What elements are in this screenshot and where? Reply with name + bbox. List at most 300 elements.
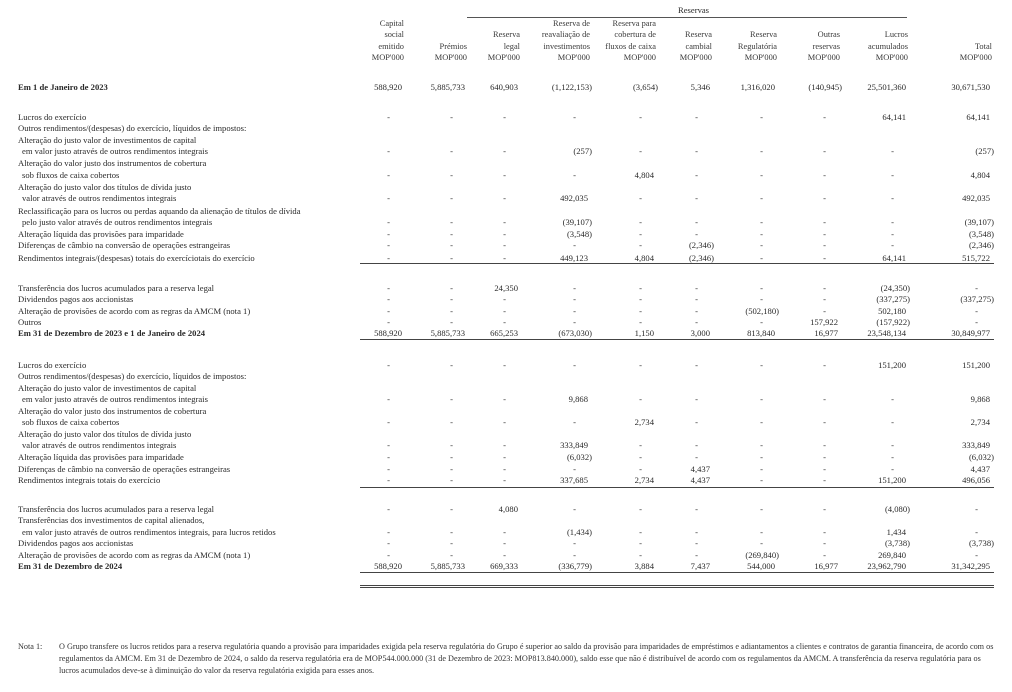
cell-capital: - <box>387 527 390 537</box>
column-header-reserva-regulatoria <box>738 29 777 63</box>
cell-reserva-reavaliacao: (1,434) <box>566 527 592 537</box>
column-header-line: Total <box>974 41 992 51</box>
column-header-outras-reservas <box>808 29 840 63</box>
cell-total: (6,032) <box>968 452 994 462</box>
cell-reserva-regulatoria: - <box>760 440 763 450</box>
column-header-line: Reserva de <box>553 19 590 29</box>
cell-premios: - <box>450 193 453 203</box>
cell-reserva-reavaliacao: 492,035 <box>560 193 588 203</box>
cell-lucros-acumulados: 151,200 <box>878 475 906 485</box>
column-header-total <box>960 41 992 63</box>
cell-total: 4,437 <box>970 464 990 474</box>
cell-lucros-acumulados: 25,501,360 <box>867 82 906 92</box>
cell-reserva-cambial: - <box>695 527 698 537</box>
cell-premios: - <box>450 394 453 404</box>
cell-reserva-reavaliacao: (39,107) <box>562 217 592 227</box>
cell-capital: - <box>387 360 390 370</box>
cell-reserva-reavaliacao: (336,779) <box>558 561 592 571</box>
row-label: valor através de outros rendimentos integrais <box>22 193 177 203</box>
row-label: Alteração líquida das provisões para imparidade <box>18 229 184 239</box>
column-header-line: social <box>384 30 404 40</box>
cell-capital: - <box>387 504 390 514</box>
table-row <box>0 516 1012 527</box>
cell-reserva-reavaliacao: 333,849 <box>560 440 588 450</box>
cell-reserva-cambial: 7,437 <box>690 561 710 571</box>
cell-total: (337,275) <box>960 294 994 304</box>
cell-capital: - <box>387 317 390 327</box>
cell-reserva-reavaliacao: (1,122,153) <box>551 82 592 92</box>
table-row <box>0 539 1012 550</box>
cell-total: 151,200 <box>962 360 990 370</box>
cell-reserva-legal: - <box>503 360 506 370</box>
cell-reserva-reavaliacao: (3,548) <box>566 229 592 239</box>
cell-premios: - <box>450 538 453 548</box>
cell-reserva-regulatoria: - <box>760 504 763 514</box>
cell-capital: - <box>387 475 390 485</box>
cell-reserva-regulatoria: - <box>760 253 763 263</box>
cell-reserva-cambial: - <box>695 170 698 180</box>
column-header-line: Reserva <box>685 30 712 40</box>
cell-lucros-acumulados: 23,962,790 <box>867 561 906 571</box>
cell-premios: - <box>450 475 453 485</box>
cell-reserva-legal: - <box>503 394 506 404</box>
cell-total: - <box>975 317 978 327</box>
cell-total: - <box>975 283 978 293</box>
cell-capital: - <box>387 229 390 239</box>
row-label: pelo justo valor através de outros rendimentos integrais <box>22 217 213 227</box>
cell-reserva-cobertura: - <box>639 360 642 370</box>
cell-reserva-regulatoria: - <box>760 538 763 548</box>
column-header-line: Outras <box>817 30 840 40</box>
column-header-line: MOP'000 <box>875 52 908 62</box>
cell-capital: 588,920 <box>374 82 402 92</box>
cell-outras-reservas: - <box>823 193 826 203</box>
row-label: Outros <box>18 317 42 327</box>
cell-reserva-cobertura: - <box>639 527 642 537</box>
table-row-balance <box>0 83 1012 94</box>
cell-total: 31,342,295 <box>951 561 990 571</box>
cell-reserva-legal: - <box>503 317 506 327</box>
cell-reserva-reavaliacao: - <box>573 504 576 514</box>
cell-reserva-reavaliacao: - <box>573 294 576 304</box>
cell-reserva-regulatoria: - <box>760 475 763 485</box>
column-header-reserva-cambial <box>680 29 712 63</box>
row-label: Outros rendimentos/(despesas) do exercício, líquidos de impostos: <box>18 371 247 381</box>
cell-reserva-regulatoria: (502,180) <box>745 306 779 316</box>
cell-premios: - <box>450 217 453 227</box>
column-header-reserva-legal <box>488 29 520 63</box>
cell-total: 515,722 <box>962 253 990 263</box>
cell-outras-reservas: - <box>823 170 826 180</box>
cell-lucros-acumulados: 1,434 <box>886 527 906 537</box>
cell-lucros-acumulados: - <box>891 240 894 250</box>
cell-capital: - <box>387 550 390 560</box>
row-label: Dividendos pagos aos accionistas <box>18 294 134 304</box>
cell-reserva-legal: - <box>503 217 506 227</box>
cell-reserva-regulatoria: - <box>760 452 763 462</box>
row-label: em valor justo através de outros rendimentos integrais <box>22 394 208 404</box>
cell-total: - <box>975 527 978 537</box>
cell-lucros-acumulados: 151,200 <box>878 360 906 370</box>
cell-capital: - <box>387 464 390 474</box>
row-label: Alteração do justo valor dos títulos de dívida justo <box>18 429 192 439</box>
rule-line <box>360 487 994 488</box>
cell-outras-reservas: - <box>823 112 826 122</box>
cell-total: - <box>975 306 978 316</box>
row-label: Diferenças de câmbio na conversão de operações estrangeiras <box>18 240 231 250</box>
cell-total: (257) <box>975 146 994 156</box>
row-label: Reclassificação para os lucros ou perdas aquando da alienação de títulos de dívida <box>18 206 301 216</box>
cell-reserva-reavaliacao: - <box>573 550 576 560</box>
row-label: Alteração do justo valor de investimentos de capital <box>18 135 197 145</box>
cell-reserva-reavaliacao: - <box>573 538 576 548</box>
cell-reserva-regulatoria: - <box>760 394 763 404</box>
cell-outras-reservas: - <box>823 283 826 293</box>
row-label: Rendimentos integrais totais do exercício <box>18 475 161 485</box>
cell-reserva-reavaliacao: (6,032) <box>566 452 592 462</box>
cell-capital: - <box>387 294 390 304</box>
row-label: Em 31 de Dezembro de 2023 e 1 de Janeiro de 2024 <box>18 328 206 338</box>
cell-capital: - <box>387 417 390 427</box>
column-header-line: investimentos <box>543 41 590 51</box>
row-label: sob fluxos de caixa cobertos <box>22 417 120 427</box>
cell-total: 4,804 <box>970 170 990 180</box>
cell-premios: - <box>450 504 453 514</box>
cell-reserva-legal: - <box>503 464 506 474</box>
cell-reserva-reavaliacao: - <box>573 170 576 180</box>
cell-reserva-reavaliacao: - <box>573 240 576 250</box>
cell-premios: - <box>450 417 453 427</box>
cell-reserva-cobertura: 2,734 <box>634 417 654 427</box>
cell-reserva-cobertura: 4,804 <box>634 170 654 180</box>
cell-outras-reservas: - <box>823 294 826 304</box>
cell-outras-reservas: - <box>823 464 826 474</box>
cell-lucros-acumulados: - <box>891 170 894 180</box>
cell-outras-reservas: (140,945) <box>808 82 842 92</box>
cell-outras-reservas: - <box>823 240 826 250</box>
cell-total: 30,849,977 <box>951 328 990 338</box>
table-row <box>0 395 1012 406</box>
cell-reserva-cambial: 4,437 <box>690 475 710 485</box>
column-header-line: MOP'000 <box>679 52 712 62</box>
cell-reserva-cambial: - <box>695 217 698 227</box>
cell-total: 496,056 <box>962 475 990 485</box>
cell-reserva-legal: 4,080 <box>498 504 518 514</box>
cell-lucros-acumulados: (157,922) <box>876 317 910 327</box>
column-header-reserva-cobertura <box>605 18 656 63</box>
reservas-underline <box>467 17 907 18</box>
cell-reserva-cambial: - <box>695 417 698 427</box>
cell-reserva-cambial: - <box>695 504 698 514</box>
cell-reserva-legal: - <box>503 550 506 560</box>
cell-premios: - <box>450 440 453 450</box>
cell-premios: - <box>450 229 453 239</box>
cell-capital: - <box>387 146 390 156</box>
cell-reserva-regulatoria: - <box>760 317 763 327</box>
cell-reserva-cobertura: 2,734 <box>634 475 654 485</box>
cell-premios: 5,885,733 <box>430 82 465 92</box>
table-row <box>0 372 1012 383</box>
cell-total: 9,868 <box>970 394 990 404</box>
cell-reserva-regulatoria: - <box>760 240 763 250</box>
cell-outras-reservas: - <box>823 504 826 514</box>
cell-reserva-legal: - <box>503 417 506 427</box>
cell-reserva-reavaliacao: 9,868 <box>568 394 588 404</box>
cell-lucros-acumulados: - <box>891 417 894 427</box>
row-label: Alteração do justo valor de investimentos de capital <box>18 383 197 393</box>
cell-lucros-acumulados: - <box>891 229 894 239</box>
column-header-premios <box>435 41 467 63</box>
column-header-line: MOP'000 <box>434 52 467 62</box>
cell-lucros-acumulados: 23,548,134 <box>867 328 906 338</box>
cell-outras-reservas: - <box>823 146 826 156</box>
cell-premios: - <box>450 527 453 537</box>
row-label: Transferência dos lucros acumulados para a reserva legal <box>18 283 215 293</box>
cell-premios: - <box>450 253 453 263</box>
cell-total: - <box>975 550 978 560</box>
column-header-line: reavaliação de <box>541 30 590 40</box>
column-header-line: MOP'000 <box>557 52 590 62</box>
row-label: Alteração do valor justo dos instrumentos de cobertura <box>18 406 207 416</box>
table-row <box>0 441 1012 452</box>
cell-outras-reservas: - <box>823 253 826 263</box>
cell-capital: - <box>387 170 390 180</box>
cell-reserva-reavaliacao: (257) <box>573 146 592 156</box>
cell-reserva-legal: - <box>503 240 506 250</box>
cell-outras-reservas: 157,922 <box>810 317 838 327</box>
table-row <box>0 284 1012 295</box>
cell-reserva-cambial: - <box>695 146 698 156</box>
cell-reserva-legal: - <box>503 452 506 462</box>
cell-reserva-legal: - <box>503 146 506 156</box>
cell-reserva-cambial: - <box>695 306 698 316</box>
cell-reserva-regulatoria: (269,840) <box>745 550 779 560</box>
table-row <box>0 159 1012 170</box>
cell-reserva-reavaliacao: - <box>573 306 576 316</box>
cell-reserva-cobertura: 4,804 <box>634 253 654 263</box>
cell-total: (2,346) <box>968 240 994 250</box>
column-header-line: Reserva <box>493 30 520 40</box>
cell-premios: - <box>450 550 453 560</box>
cell-reserva-regulatoria: 1,316,020 <box>740 82 775 92</box>
cell-premios: - <box>450 294 453 304</box>
cell-reserva-legal: - <box>503 306 506 316</box>
cell-reserva-cambial: 5,346 <box>690 82 710 92</box>
row-label: Alteração do justo valor dos títulos de dívida justo <box>18 182 192 192</box>
column-header-line: Lucros <box>884 30 908 40</box>
table-row <box>0 453 1012 464</box>
cell-reserva-cobertura: 3,884 <box>634 561 654 571</box>
cell-reserva-cambial: (2,346) <box>688 253 714 263</box>
cell-reserva-legal: - <box>503 440 506 450</box>
cell-capital: - <box>387 193 390 203</box>
cell-reserva-cambial: - <box>695 452 698 462</box>
column-header-line: cobertura de <box>614 30 656 40</box>
cell-reserva-cobertura: - <box>639 440 642 450</box>
cell-reserva-cobertura: - <box>639 317 642 327</box>
cell-capital: 588,920 <box>374 328 402 338</box>
cell-capital: - <box>387 440 390 450</box>
cell-premios: - <box>450 452 453 462</box>
cell-total: (3,738) <box>968 538 994 548</box>
cell-reserva-cambial: - <box>695 550 698 560</box>
column-header-line: MOP'000 <box>959 52 992 62</box>
cell-reserva-legal: 665,253 <box>490 328 518 338</box>
cell-total: 492,035 <box>962 193 990 203</box>
cell-premios: - <box>450 283 453 293</box>
cell-outras-reservas: 16,977 <box>814 561 838 571</box>
column-header-line: legal <box>503 41 520 51</box>
cell-reserva-regulatoria: - <box>760 294 763 304</box>
cell-lucros-acumulados: - <box>891 217 894 227</box>
cell-total: 333,849 <box>962 440 990 450</box>
cell-reserva-cobertura: - <box>639 394 642 404</box>
cell-total: (3,548) <box>968 229 994 239</box>
double-underline <box>360 585 994 588</box>
cell-reserva-cobertura: - <box>639 229 642 239</box>
cell-lucros-acumulados: (337,275) <box>876 294 910 304</box>
cell-premios: - <box>450 146 453 156</box>
cell-reserva-cambial: - <box>695 294 698 304</box>
cell-lucros-acumulados: - <box>891 464 894 474</box>
cell-reserva-regulatoria: - <box>760 217 763 227</box>
cell-reserva-cobertura: - <box>639 538 642 548</box>
rule-line <box>360 339 994 340</box>
cell-total: (39,107) <box>964 217 994 227</box>
cell-reserva-cobertura: - <box>639 550 642 560</box>
cell-capital: - <box>387 253 390 263</box>
cell-reserva-cobertura: - <box>639 452 642 462</box>
cell-total: 30,671,530 <box>951 82 990 92</box>
cell-capital: - <box>387 112 390 122</box>
cell-premios: - <box>450 306 453 316</box>
cell-outras-reservas: - <box>823 417 826 427</box>
column-header-line: emitido <box>378 41 404 51</box>
table-row <box>0 528 1012 539</box>
row-label: Em 1 de Janeiro de 2023 <box>18 82 108 92</box>
cell-reserva-cambial: - <box>695 440 698 450</box>
cell-reserva-legal: - <box>503 475 506 485</box>
cell-reserva-reavaliacao: - <box>573 464 576 474</box>
table-row <box>0 194 1012 205</box>
cell-lucros-acumulados: 269,840 <box>878 550 906 560</box>
cell-outras-reservas: - <box>823 527 826 537</box>
cell-reserva-cobertura: (3,654) <box>632 82 658 92</box>
cell-reserva-reavaliacao: - <box>573 112 576 122</box>
cell-outras-reservas: - <box>823 306 826 316</box>
row-label: Alteração do valor justo dos instrumentos de cobertura <box>18 158 207 168</box>
cell-reserva-legal: - <box>503 229 506 239</box>
row-label: Diferenças de câmbio na conversão de operações estrangeiras <box>18 464 231 474</box>
column-header-line: Regulatória <box>737 41 777 51</box>
column-header-line: acumulados <box>867 41 908 51</box>
cell-premios: - <box>450 360 453 370</box>
cell-lucros-acumulados: 502,180 <box>878 306 906 316</box>
table-row <box>0 407 1012 418</box>
cell-capital: - <box>387 217 390 227</box>
column-header-line: MOP'000 <box>623 52 656 62</box>
column-header-line: MOP'000 <box>487 52 520 62</box>
cell-lucros-acumulados: - <box>891 193 894 203</box>
cell-reserva-cobertura: - <box>639 217 642 227</box>
table-row <box>0 241 1012 252</box>
cell-premios: - <box>450 317 453 327</box>
table-row <box>0 418 1012 429</box>
row-label: Transferências dos investimentos de capital alienados, <box>18 515 205 525</box>
footnote-text: O Grupo transfere os lucros retidos para a reserva regulatória quando a provisão para imparidades exigida pela reserva regulatória do Grupo é superior ao saldo da provisão para imparidades de empréstimos e adiantamentos a clientes e contratos de garantia financeira, de acordo com os regulamentos da AMCM. Em 31 de Dezembro de 2024, o saldo da reserva regulatória era de MOP544.000.000 (31 de Dezembro de 2023: MOP813.840.000), saldo esse que não é distribuível de acordo com os regulamentos da AMCM. A transferência da reserva regulatória para os lucros acumulados deve-se à diminuição do valor da reserva regulatória exigida para esses anos. <box>59 642 994 675</box>
cell-capital: - <box>387 452 390 462</box>
cell-reserva-reavaliacao: (673,030) <box>558 328 592 338</box>
cell-reserva-reavaliacao: 337,685 <box>560 475 588 485</box>
row-label: Alteração líquida das provisões para imparidade <box>18 452 184 462</box>
row-label: Lucros do exercício <box>18 360 87 370</box>
cell-capital: - <box>387 283 390 293</box>
cell-reserva-cobertura: - <box>639 112 642 122</box>
table-row <box>0 307 1012 318</box>
column-header-line: Capital <box>379 19 404 29</box>
rule-line <box>360 572 994 573</box>
cell-premios: - <box>450 464 453 474</box>
cell-reserva-cambial: - <box>695 394 698 404</box>
cell-reserva-regulatoria: - <box>760 229 763 239</box>
cell-reserva-cambial: - <box>695 112 698 122</box>
cell-capital: 588,920 <box>374 561 402 571</box>
column-header-line: MOP'000 <box>371 52 404 62</box>
cell-reserva-cambial: - <box>695 193 698 203</box>
cell-reserva-legal: - <box>503 170 506 180</box>
cell-reserva-legal: 669,333 <box>490 561 518 571</box>
row-label: Outros rendimentos/(despesas) do exercício, líquidos de impostos: <box>18 123 247 133</box>
cell-reserva-regulatoria: - <box>760 527 763 537</box>
table-row <box>0 147 1012 158</box>
cell-reserva-cobertura: - <box>639 240 642 250</box>
cell-reserva-legal: 24,350 <box>494 283 518 293</box>
cell-reserva-cobertura: - <box>639 294 642 304</box>
cell-reserva-legal: - <box>503 112 506 122</box>
row-label: Transferência dos lucros acumulados para a reserva legal <box>18 504 215 514</box>
cell-reserva-cambial: 3,000 <box>690 328 710 338</box>
cell-reserva-legal: 640,903 <box>490 82 518 92</box>
cell-reserva-regulatoria: - <box>760 146 763 156</box>
cell-total: 64,141 <box>966 112 990 122</box>
cell-reserva-legal: - <box>503 253 506 263</box>
cell-premios: - <box>450 170 453 180</box>
cell-reserva-cobertura: - <box>639 504 642 514</box>
cell-reserva-reavaliacao: - <box>573 360 576 370</box>
cell-reserva-regulatoria: - <box>760 193 763 203</box>
footnote-tag: Nota 1: <box>18 642 43 651</box>
cell-reserva-cobertura: - <box>639 146 642 156</box>
cell-premios: 5,885,733 <box>430 328 465 338</box>
cell-reserva-regulatoria: - <box>760 170 763 180</box>
cell-reserva-cambial: (2,346) <box>688 240 714 250</box>
column-header-line: MOP'000 <box>807 52 840 62</box>
cell-reserva-reavaliacao: - <box>573 417 576 427</box>
cell-reserva-regulatoria: - <box>760 112 763 122</box>
cell-reserva-cambial: - <box>695 283 698 293</box>
column-header-line: fluxos de caixa <box>605 41 656 51</box>
cell-reserva-cambial: - <box>695 229 698 239</box>
cell-outras-reservas: 16,977 <box>814 328 838 338</box>
table-row <box>0 476 1012 487</box>
cell-reserva-cambial: - <box>695 538 698 548</box>
cell-reserva-legal: - <box>503 294 506 304</box>
cell-reserva-cambial: - <box>695 360 698 370</box>
cell-outras-reservas: - <box>823 550 826 560</box>
cell-reserva-cobertura: - <box>639 193 642 203</box>
row-label: Alteração de provisões de acordo com as regras da AMCM (nota 1) <box>18 550 251 560</box>
column-header-line: reservas <box>812 41 840 51</box>
